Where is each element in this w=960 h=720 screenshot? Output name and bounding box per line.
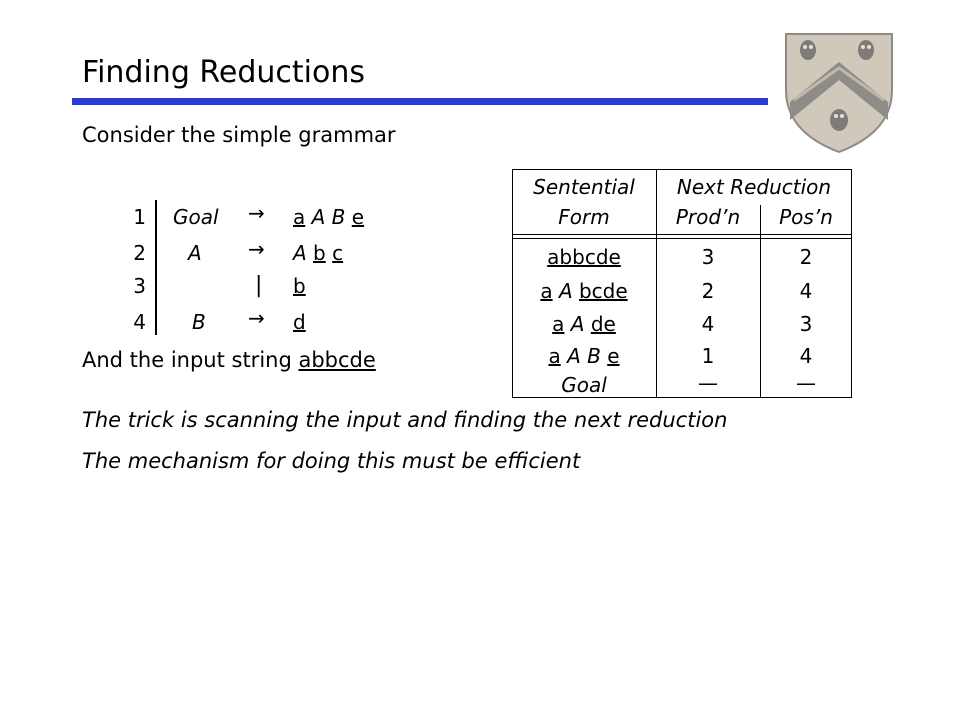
form-cell: abbcde — [547, 245, 621, 269]
alternative-bar: | — [255, 273, 263, 298]
pos-cell: 4 — [799, 344, 813, 368]
pos-cell: 2 — [799, 245, 813, 269]
pos-cell: 3 — [799, 312, 813, 336]
grammar-rhs — [293, 204, 364, 230]
grammar-symbol: a — [293, 205, 306, 229]
grammar-symbol: A — [293, 241, 307, 265]
grammar-symbol: e — [351, 205, 365, 229]
grammar-rule-number: 4 — [133, 310, 146, 334]
table-header-rule — [512, 234, 852, 235]
grammar-rhs — [293, 240, 343, 266]
produces-arrow-icon: → — [248, 237, 265, 261]
grammar-symbol: b — [313, 241, 326, 265]
header-form: Form — [558, 205, 610, 229]
input-string-label: And the input string — [82, 348, 299, 372]
title-rule — [72, 98, 768, 105]
pos-cell: 4 — [799, 279, 813, 303]
prod-cell: 2 — [701, 279, 715, 303]
input-string-line — [82, 345, 376, 375]
header-pos: Pos’n — [779, 205, 833, 229]
slide-title: Finding Reductions — [82, 55, 365, 90]
prod-cell: — — [698, 371, 718, 395]
prod-cell: 3 — [701, 245, 715, 269]
grammar-rhs — [293, 309, 306, 335]
grammar-lhs: A — [188, 241, 202, 265]
header-sentential: Sentential — [533, 175, 635, 199]
prod-cell: 4 — [701, 312, 715, 336]
grammar-symbol: A — [311, 205, 326, 229]
intro-text: Consider the simple grammar — [82, 123, 396, 147]
grammar-rule-number: 2 — [133, 241, 146, 265]
mechanism-text: The mechanism for doing this must be efficient — [82, 449, 581, 473]
header-prod: Prod’n — [675, 205, 741, 229]
form-cell: Goal — [561, 373, 607, 397]
grammar-symbol: B — [331, 205, 346, 229]
grammar-symbol: d — [293, 310, 306, 334]
form-cell: a A B e — [548, 344, 620, 368]
grammar-symbol: c — [332, 241, 344, 265]
university-crest-logo — [780, 28, 898, 156]
prod-cell: 1 — [701, 344, 715, 368]
pos-cell: — — [796, 371, 816, 395]
grammar-lhs: B — [192, 310, 206, 334]
form-cell: a A de — [552, 312, 616, 336]
produces-arrow-icon: → — [248, 306, 265, 330]
input-string-value: abbcde — [298, 348, 376, 372]
table-header-rule — [512, 238, 852, 239]
grammar-rule-number: 3 — [133, 274, 146, 298]
trick-text: The trick is scanning the input and finding the next reduction — [82, 408, 728, 432]
form-cell: a A bcde — [540, 279, 628, 303]
produces-arrow-icon: → — [248, 201, 265, 225]
header-next-reduction: Next Reduction — [676, 175, 832, 199]
grammar-lhs: Goal — [173, 205, 219, 229]
grammar-rhs — [293, 273, 306, 299]
grammar-symbol: b — [293, 274, 306, 298]
grammar-divider — [155, 200, 157, 335]
grammar-rule-number: 1 — [133, 205, 146, 229]
